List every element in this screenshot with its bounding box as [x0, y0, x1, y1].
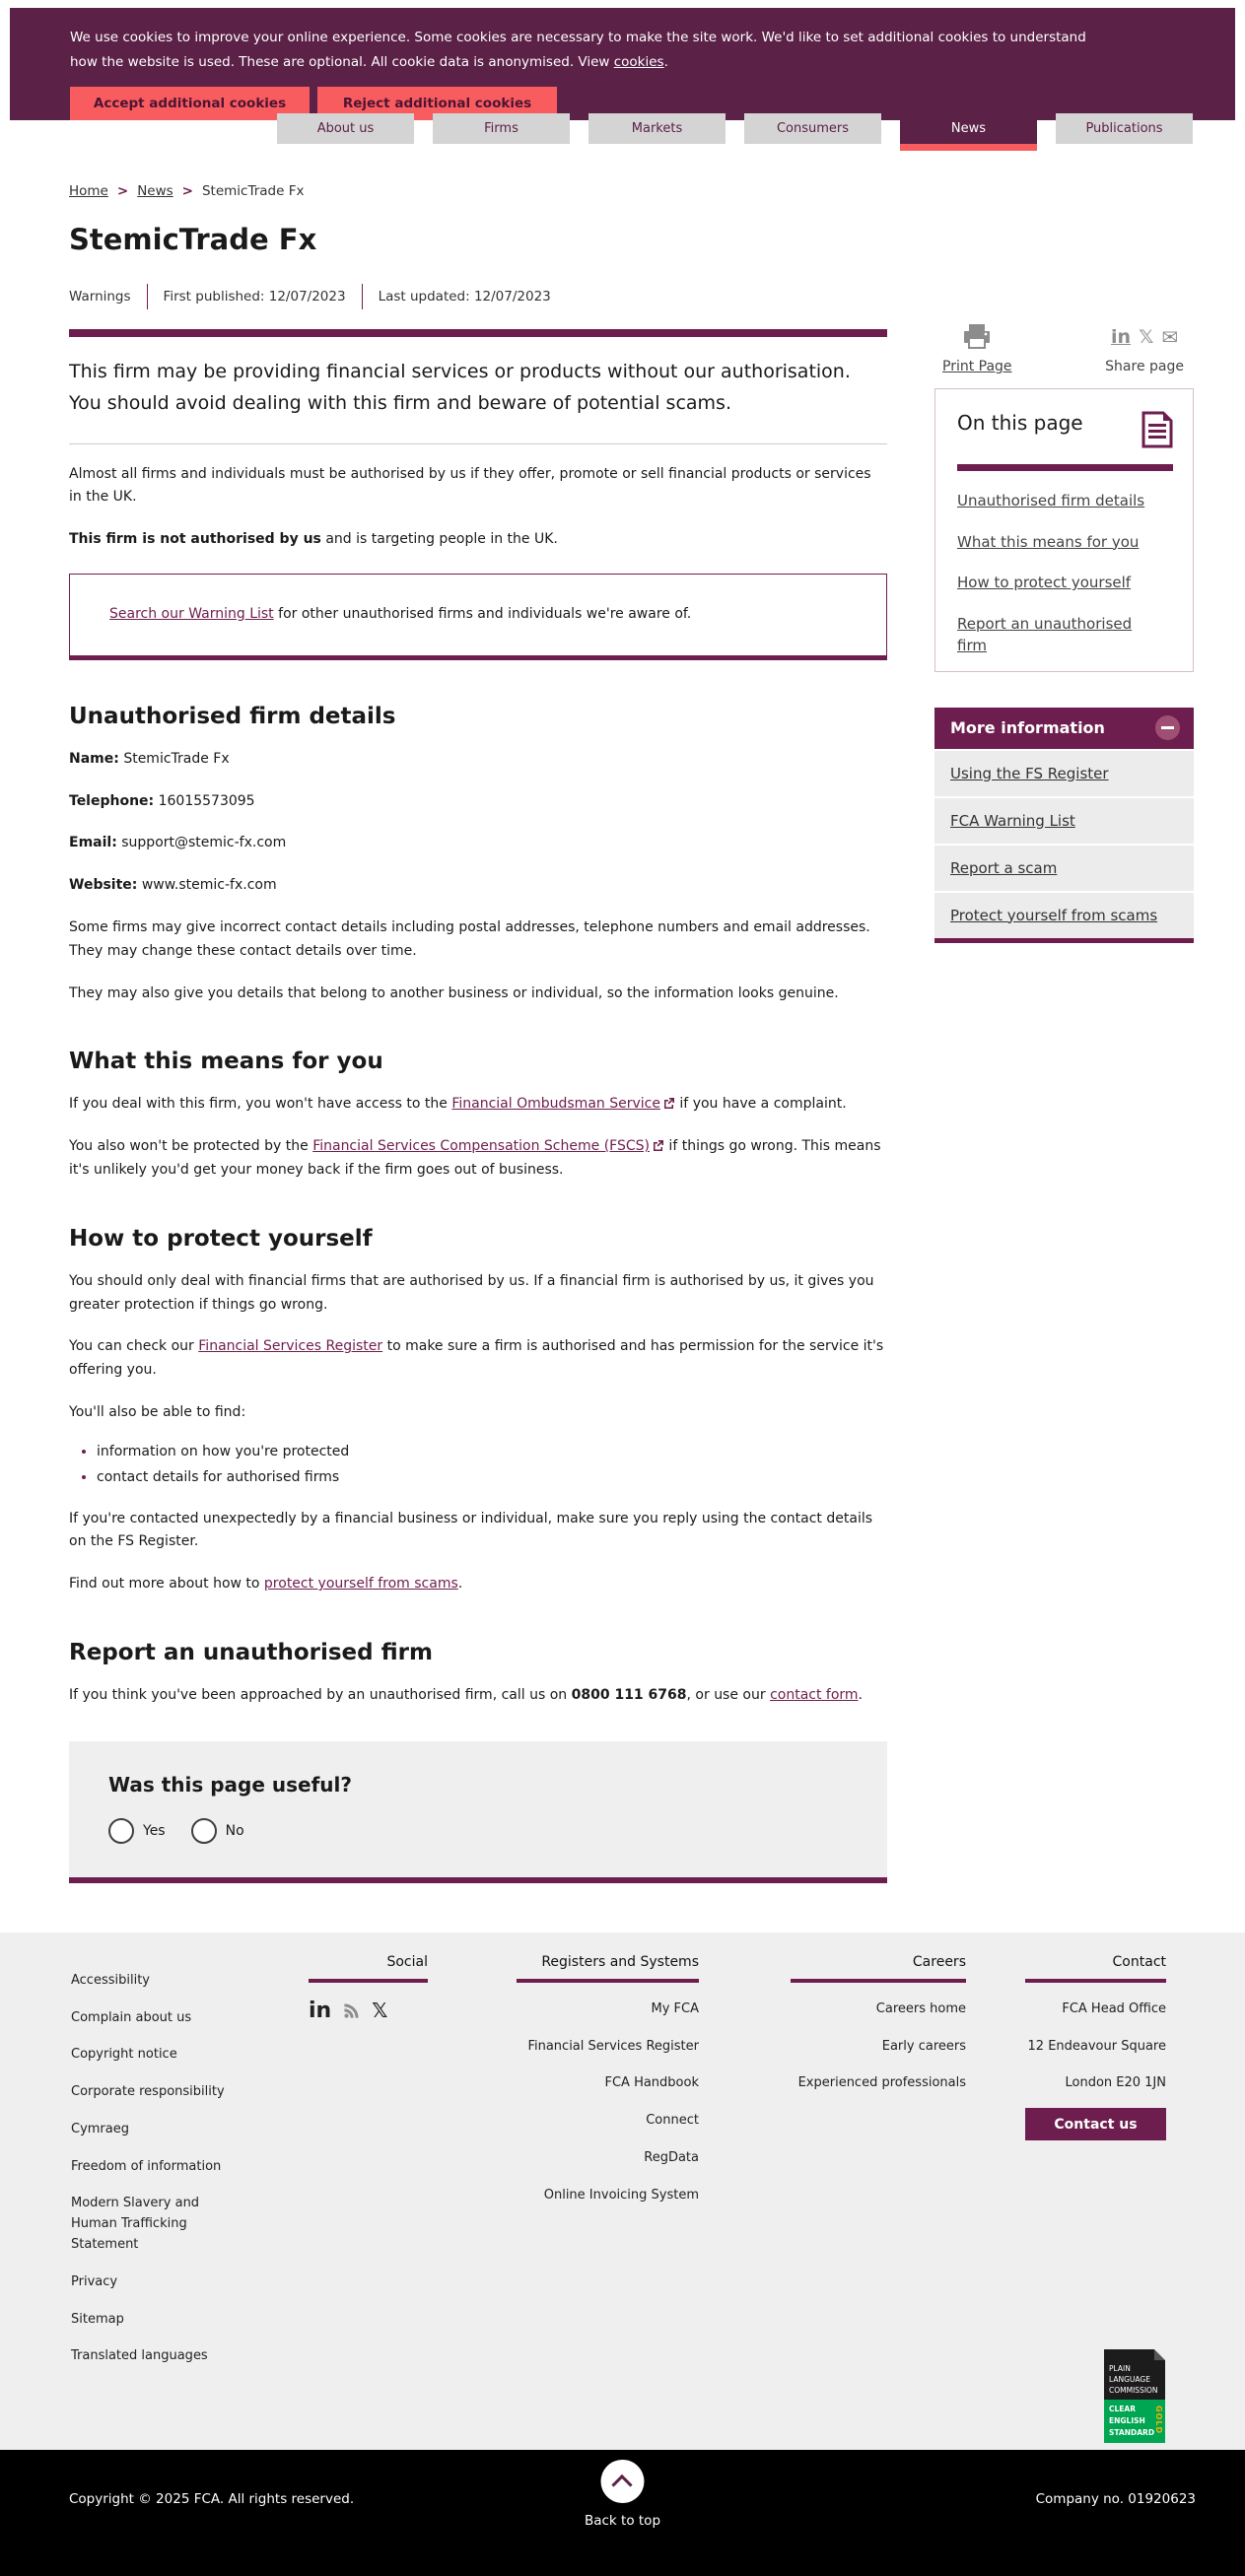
external-link-icon [663, 1097, 675, 1109]
sidebar [934, 321, 1194, 943]
share-page-label: Share page [1105, 359, 1184, 374]
footer-link[interactable]: Accessibility [71, 1972, 150, 1988]
on-this-page-link[interactable]: Unauthorised firm details [957, 492, 1145, 509]
footer-careers-column [791, 1954, 966, 2094]
contact-address-line: FCA Head Office [1062, 2000, 1166, 2016]
page-feedback [69, 1741, 887, 1883]
site-footer [0, 1932, 1245, 2450]
protect-paragraph: If you're contacted unexpectedly by a financial business or individual, make sure you reply using the contact details on the FS Register. [69, 1510, 873, 1550]
main-nav [0, 113, 1245, 144]
section-heading-details: Unauthorised firm details [69, 703, 396, 729]
external-link-icon [653, 1139, 664, 1151]
reject-cookies-button[interactable]: Reject additional cookies [317, 87, 557, 120]
protect-bullet-list [97, 1441, 887, 1489]
feedback-question: Was this page useful? [108, 1772, 352, 1796]
footer-link[interactable]: Translated languages [71, 2348, 208, 2364]
heavy-divider [69, 329, 887, 337]
contact-us-button[interactable]: Contact us [1025, 2108, 1166, 2140]
footer-link[interactable]: Freedom of information [71, 2158, 222, 2174]
on-this-page-link[interactable]: What this means for you [957, 532, 1140, 551]
ombudsman-link[interactable]: Financial Ombudsman Service [451, 1096, 660, 1113]
back-to-top-label: Back to top [584, 2512, 661, 2529]
phone-number: 0800 111 6768 [571, 1686, 687, 1703]
protect-paragraph: You'll also be able to find: [69, 1403, 246, 1420]
nav-tab[interactable]: Consumers [744, 113, 881, 144]
section-heading-protect: How to protect yourself [69, 1225, 373, 1252]
footer-contact-column [1025, 1954, 1166, 2140]
not-authorised-paragraph: This firm is not authorised by us and is targeting people in the UK. [69, 531, 558, 548]
footer-link[interactable]: Careers home [875, 2000, 966, 2016]
footer-social-title: Social [386, 1953, 428, 1970]
section-heading-report: Report an unauthorised firm [69, 1639, 433, 1665]
nav-tab[interactable]: Publications [1056, 113, 1193, 144]
details-paragraph: Some firms may give incorrect contact details including postal addresses, telephone numbers and email addresses. They may change these contact details over time. [69, 918, 870, 959]
breadcrumb-home-link[interactable]: Home [69, 183, 108, 199]
search-warning-list-link[interactable]: Search our Warning List [109, 605, 274, 622]
divider [69, 443, 887, 444]
footer-contact-title: Contact [1112, 1953, 1166, 1970]
first-published: First published: 12/07/2023 [163, 289, 346, 305]
footer-link[interactable]: Early careers [881, 2038, 966, 2054]
page-meta [69, 284, 887, 309]
feedback-no-radio[interactable] [191, 1818, 217, 1844]
print-page-link[interactable]: Print Page [942, 359, 1012, 374]
firm-detail-line: Email: support@stemic-fx.com [69, 835, 287, 851]
warning-list-callout: Search our Warning List for other unauthorised firms and individuals we're aware of. [69, 574, 887, 660]
protect-paragraph: Find out more about how to protect yourself from scams. [69, 1576, 463, 1593]
means-paragraph: You also won't be protected by the Financial Services Compensation Scheme (FSCS) if things go wrong. This means it's unlikely you'd get your money back if the firm goes out of business. [69, 1138, 881, 1178]
nav-tab[interactable]: About us [277, 113, 414, 144]
printer-icon [962, 324, 992, 350]
breadcrumb-chevron-icon: > [181, 183, 193, 199]
cookie-message: We use cookies to improve your online experience. Some cookies are necessary to make the site work. We'd like to set additional cookies to understand how the website is used. These are optional. All cookie data is anonymised. View cookies. [70, 30, 1086, 70]
on-this-page-rule [957, 464, 1173, 471]
page-title: StemicTrade Fx [69, 223, 317, 256]
footer-link[interactable]: FCA Handbook [604, 2075, 699, 2091]
more-information-title: More information [950, 718, 1105, 737]
feedback-no-label: No [225, 1822, 244, 1839]
means-paragraph: If you deal with this firm, you won't have access to the Financial Ombudsman Service if you have a complaint. [69, 1096, 847, 1113]
footer-link[interactable]: Complain about us [71, 2009, 192, 2025]
breadcrumb-news-link[interactable]: News [137, 183, 173, 199]
more-information-box [934, 708, 1194, 943]
linkedin-share-icon[interactable]: in [1111, 326, 1132, 348]
bullet-item: • information on how you're protected [97, 1441, 887, 1462]
on-this-page-link[interactable]: How to protect yourself [957, 574, 1132, 591]
footer-careers-title: Careers [912, 1953, 966, 1970]
protect-scams-link[interactable]: protect yourself from scams [263, 1576, 458, 1593]
contact-address-line: London E20 1JN [1065, 2075, 1166, 2091]
footer-link[interactable]: Financial Services Register [527, 2038, 699, 2054]
footer-link[interactable]: Modern Slavery and Human Trafficking Statement [71, 2196, 200, 2253]
category-label: Warnings [69, 289, 131, 305]
footer-link[interactable]: Connect [646, 2113, 699, 2129]
on-this-page-link[interactable]: Report an unauthorised firm [957, 614, 1133, 654]
section-heading-means: What this means for you [69, 1049, 383, 1075]
rss-icon[interactable] [343, 2002, 360, 2019]
print-page [942, 321, 1012, 374]
footer-link[interactable]: Copyright notice [71, 2047, 177, 2063]
nav-tab[interactable]: Markets [588, 113, 726, 144]
gold-label: GOLD [1154, 2406, 1163, 2435]
more-information-link[interactable]: Using the FS Register [934, 751, 1194, 796]
document-icon [1141, 411, 1173, 448]
firm-detail-line: Website: www.stemic-fx.com [69, 877, 277, 894]
fscs-link[interactable]: Financial Services Compensation Scheme (FSCS) [312, 1138, 650, 1155]
protect-paragraph: You can check our Financial Services Register to make sure a firm is authorised and has permission for the service it's offering you. [69, 1338, 884, 1379]
footer-links-column [71, 1954, 227, 2368]
details-paragraph: They may also give you details that belong to another business or individual, so the information looks genuine. [69, 984, 839, 1001]
more-information-header[interactable] [934, 708, 1194, 749]
last-updated: Last updated: 12/07/2023 [378, 289, 551, 305]
plain-language-badge: PLAIN LANGUAGE COMMISSION GOLD CLEAR ENGLISH STANDARD [1104, 2349, 1165, 2444]
footer-link[interactable]: Privacy [71, 2273, 118, 2289]
footer-link[interactable]: Online Invoicing System [543, 2187, 699, 2203]
copyright-text: Copyright © 2025 FCA. All rights reserved. [69, 2490, 355, 2507]
on-this-page-title: On this page [957, 411, 1083, 435]
breadcrumb-current: StemicTrade Fx [201, 183, 305, 199]
accept-cookies-button[interactable]: Accept additional cookies [70, 87, 310, 120]
firm-details [69, 748, 887, 898]
email-share-icon[interactable]: ✉ [1161, 325, 1179, 349]
footer-link[interactable]: Corporate responsibility [71, 2084, 225, 2100]
footer-registers-column [517, 1954, 699, 2206]
intro-paragraph: Almost all firms and individuals must be authorised by us if they offer, promote or sell financial products or services in the UK. [69, 465, 871, 506]
more-information-link[interactable]: FCA Warning List [934, 798, 1194, 844]
report-paragraph: If you think you've been approached by an unauthorised firm, call us on 0800 111 6768, or use our contact form. [69, 1686, 863, 1703]
chevron-up-icon[interactable] [600, 2460, 644, 2503]
feedback-yes-label: Yes [143, 1822, 166, 1839]
cookie-banner [10, 8, 1235, 120]
contact-address-line: 12 Endeavour Square [1027, 2038, 1166, 2054]
on-this-page-box [934, 388, 1194, 672]
footer-link[interactable]: Cymraeg [71, 2121, 129, 2136]
breadcrumb [69, 183, 1245, 199]
feedback-yes-radio[interactable] [108, 1818, 134, 1844]
contact-form-link[interactable]: contact form [770, 1686, 859, 1703]
back-to-top-button[interactable] [585, 2460, 660, 2529]
meta-divider [147, 284, 148, 309]
meta-divider [362, 284, 363, 309]
x-share-icon[interactable]: 𝕏 [1139, 326, 1154, 348]
bullet-item: • contact details for authorised firms [97, 1466, 887, 1488]
alert-lead: This firm may be providing financial services or products without our authorisation. You should avoid dealing with this firm and beware of potential scams. [69, 361, 851, 415]
cookies-link[interactable]: cookies [613, 53, 664, 70]
footer-link[interactable]: My FCA [651, 2000, 699, 2016]
footer-link[interactable]: Experienced professionals [797, 2075, 966, 2091]
footer-registers-title: Registers and Systems [541, 1953, 699, 1970]
firm-detail-line: Name: StemicTrade Fx [69, 750, 230, 767]
firm-detail-line: Telephone: 16015573095 [69, 792, 255, 809]
more-information-link[interactable]: Protect yourself from scams [934, 893, 1194, 938]
footer-link[interactable]: Sitemap [71, 2311, 124, 2327]
linkedin-icon[interactable]: in [309, 1998, 332, 2023]
x-icon[interactable]: 𝕏 [372, 1999, 388, 2023]
nav-tab[interactable]: Firms [433, 113, 570, 144]
collapse-minus-icon[interactable] [1155, 715, 1180, 740]
protect-paragraph: You should only deal with financial firms that are authorised by us. If a financial firm is authorised by us, it gives you greater protection if things go wrong. [69, 1272, 874, 1313]
fs-register-link[interactable]: Financial Services Register [198, 1338, 383, 1355]
footer-link[interactable]: RegData [644, 2149, 699, 2165]
footer-social-column [309, 1954, 428, 2023]
bottom-bar [0, 2450, 1245, 2576]
breadcrumb-chevron-icon: > [116, 183, 129, 199]
nav-tab[interactable]: News [900, 113, 1037, 144]
company-number: Company no. 01920623 [1035, 2490, 1196, 2507]
more-information-link[interactable]: Report a scam [934, 846, 1194, 891]
share-page [1105, 321, 1184, 374]
